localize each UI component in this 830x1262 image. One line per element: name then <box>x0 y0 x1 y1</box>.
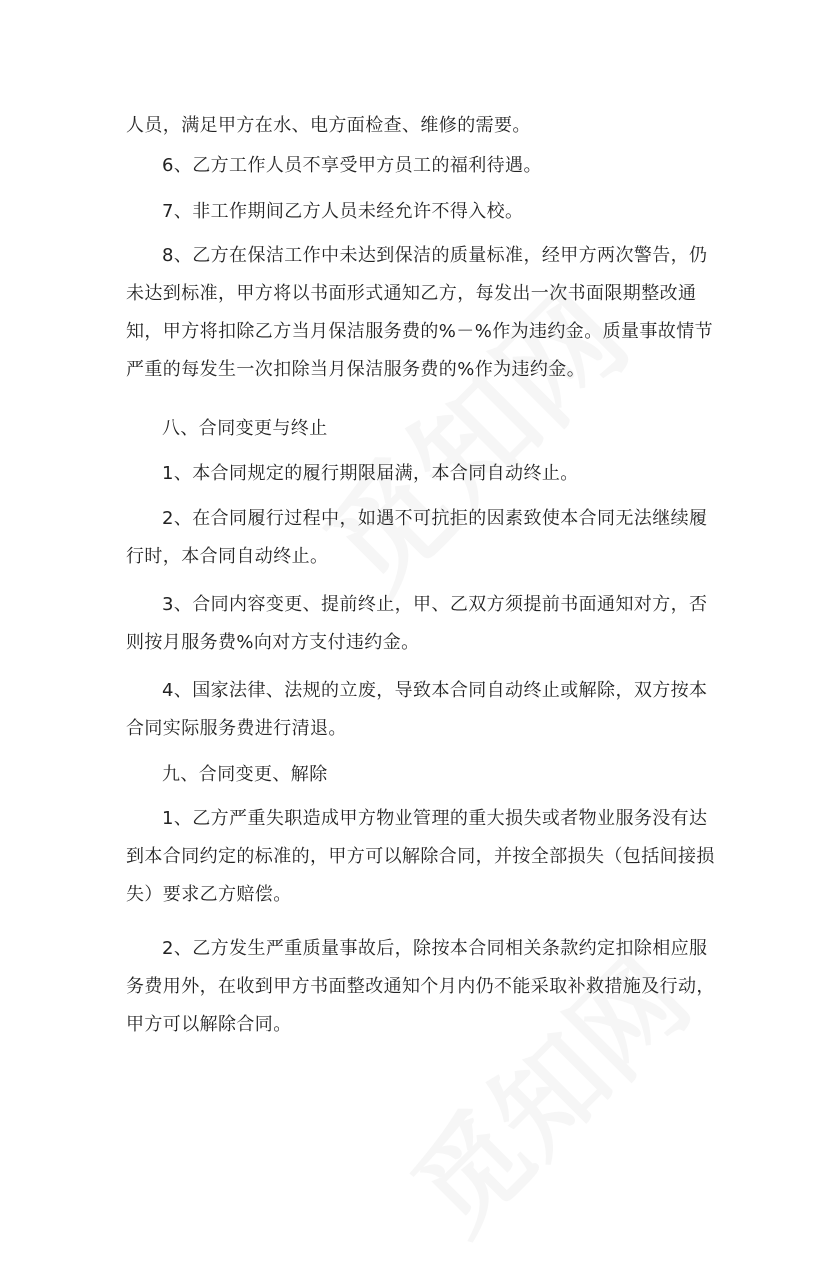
paragraph-termination-4: 4、国家法律、法规的立废，导致本合同自动终止或解除，双方按本合同实际服务费进行清退。 <box>126 680 708 739</box>
paragraph-termination-3: 3、合同内容变更、提前终止，甲、乙双方须提前书面通知对方，否则按月服务费%向对方支付违约金。 <box>126 594 708 653</box>
paragraph-item-6: 6、乙方工作人员不享受甲方员工的福利待遇。 <box>162 155 542 176</box>
paragraph-termination-1: 1、本合同规定的履行期限届满，本合同自动终止。 <box>162 463 579 484</box>
paragraph-item-7: 7、非工作期间乙方人员未经允许不得入校。 <box>162 201 524 222</box>
section-heading-8: 八、合同变更与终止 <box>162 418 328 439</box>
paragraph-continuation: 人员，满足甲方在水、电方面检查、维修的需要。 <box>126 115 531 136</box>
paragraph-item-8: 8、乙方在保洁工作中未达到保洁的质量标准，经甲方两次警告，仍未达到标准，甲方将以书面形式通知乙方，每发出一次书面限期整改通知，甲方将扣除乙方当月保洁服务费的%－%作为违约金。质量事故情节严重的每发生一次扣除当月保洁服务费的%作为违约金。 <box>126 245 714 380</box>
paragraph-dissolution-2: 2、乙方发生严重质量事故后，除按本合同相关条款约定扣除相应服务费用外，在收到甲方书面整改通知个月内仍不能采取补救措施及行动，甲方可以解除合同。 <box>126 938 715 1035</box>
paragraph-termination-2: 2、在合同履行过程中，如遇不可抗拒的因素致使本合同无法继续履行时，本合同自动终止。 <box>126 508 708 567</box>
paragraph-dissolution-1: 1、乙方严重失职造成甲方物业管理的重大损失或者物业服务没有达到本合同约定的标准的，甲方可以解除合同，并按全部损失（包括间接损失）要求乙方赔偿。 <box>126 808 715 905</box>
section-heading-9: 九、合同变更、解除 <box>162 764 328 785</box>
